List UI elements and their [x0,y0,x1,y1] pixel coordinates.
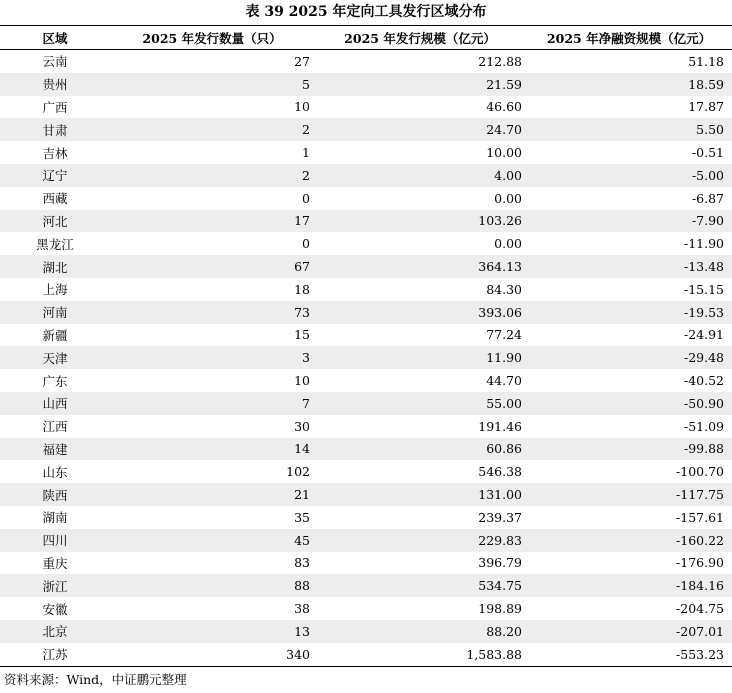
region-cell: 上海 [0,278,110,301]
issue-scale-cell: 46.60 [314,96,526,119]
region-cell: 湖北 [0,255,110,278]
issue-scale-cell: 131.00 [314,483,526,506]
region-cell: 江苏 [0,643,110,666]
table-row [0,552,732,575]
issue-count-cell: 3 [110,346,314,369]
region-cell: 福建 [0,438,110,461]
issue-scale-cell: 103.26 [314,210,526,233]
issue-count-cell: 83 [110,552,314,575]
issue-scale-cell: 212.88 [314,50,526,73]
net-financing-cell: -99.88 [526,438,732,461]
region-cell: 安徽 [0,597,110,620]
issue-scale-cell: 77.24 [314,324,526,347]
region-cell: 湖南 [0,506,110,529]
table-row [0,50,732,73]
net-financing-cell: -100.70 [526,460,732,483]
issue-count-cell: 17 [110,210,314,233]
issue-count-cell: 30 [110,415,314,438]
issue-scale-cell: 44.70 [314,369,526,392]
issue-scale-cell: 0.00 [314,232,526,255]
net-financing-cell: -176.90 [526,552,732,575]
net-financing-cell: -15.15 [526,278,732,301]
table-row [0,392,732,415]
issue-scale-cell: 229.83 [314,529,526,552]
table-row [0,255,732,278]
net-financing-cell: -160.22 [526,529,732,552]
table-row [0,346,732,369]
region-cell: 北京 [0,620,110,643]
table-row [0,574,732,597]
net-financing-cell: -40.52 [526,369,732,392]
region-cell: 陕西 [0,483,110,506]
table-row [0,141,732,164]
issue-count-cell: 340 [110,643,314,666]
net-financing-cell: -207.01 [526,620,732,643]
region-cell: 浙江 [0,574,110,597]
table-row [0,643,732,666]
table-row [0,460,732,483]
issue-count-cell: 18 [110,278,314,301]
issue-count-cell: 0 [110,187,314,210]
region-cell: 河南 [0,301,110,324]
issue-scale-cell: 0.00 [314,187,526,210]
region-cell: 四川 [0,529,110,552]
issue-count-cell: 1 [110,141,314,164]
issue-count-cell: 0 [110,232,314,255]
issue-count-cell: 27 [110,50,314,73]
header-net-financing: 2025 年净融资规模（亿元） [526,26,732,50]
issue-count-cell: 10 [110,96,314,119]
table-row [0,415,732,438]
region-cell: 天津 [0,346,110,369]
net-financing-cell: -184.16 [526,574,732,597]
issue-count-cell: 35 [110,506,314,529]
issue-count-cell: 2 [110,118,314,141]
region-cell: 山东 [0,460,110,483]
issue-count-cell: 14 [110,438,314,461]
issue-scale-cell: 546.38 [314,460,526,483]
region-cell: 广东 [0,369,110,392]
net-financing-cell: -6.87 [526,187,732,210]
issue-scale-cell: 1,583.88 [314,643,526,666]
net-financing-cell: -11.90 [526,232,732,255]
issue-count-cell: 102 [110,460,314,483]
region-cell: 河北 [0,210,110,233]
issue-scale-cell: 534.75 [314,574,526,597]
table-row [0,620,732,643]
region-cell: 吉林 [0,141,110,164]
issue-scale-cell: 364.13 [314,255,526,278]
issue-count-cell: 10 [110,369,314,392]
issue-scale-cell: 88.20 [314,620,526,643]
issue-count-cell: 2 [110,164,314,187]
table-row [0,73,732,96]
net-financing-cell: -204.75 [526,597,732,620]
table-row [0,96,732,119]
net-financing-cell: -7.90 [526,210,732,233]
issue-count-cell: 88 [110,574,314,597]
region-cell: 西藏 [0,187,110,210]
net-financing-cell: -117.75 [526,483,732,506]
table-row [0,438,732,461]
table-row [0,529,732,552]
table-row [0,164,732,187]
table-row [0,597,732,620]
table-body [0,50,732,667]
table-row [0,278,732,301]
net-financing-cell: -157.61 [526,506,732,529]
region-cell: 辽宁 [0,164,110,187]
header-issue-scale: 2025 年发行规模（亿元） [314,26,526,50]
issue-count-cell: 5 [110,73,314,96]
table-row [0,324,732,347]
issue-scale-cell: 55.00 [314,392,526,415]
region-cell: 山西 [0,392,110,415]
region-cell: 重庆 [0,552,110,575]
net-financing-cell: -19.53 [526,301,732,324]
header-issue-count: 2025 年发行数量（只） [110,26,314,50]
issue-count-cell: 13 [110,620,314,643]
net-financing-cell: 5.50 [526,118,732,141]
table-row [0,506,732,529]
issue-scale-cell: 24.70 [314,118,526,141]
net-financing-cell: -51.09 [526,415,732,438]
net-financing-cell: -29.48 [526,346,732,369]
issue-scale-cell: 191.46 [314,415,526,438]
region-cell: 广西 [0,96,110,119]
table-title: 表 39 2025 年定向工具发行区域分布 [245,4,487,20]
net-financing-cell: 17.87 [526,96,732,119]
issue-scale-cell: 11.90 [314,346,526,369]
region-cell: 云南 [0,50,110,73]
net-financing-cell: -13.48 [526,255,732,278]
region-cell: 甘肃 [0,118,110,141]
table-row [0,232,732,255]
region-cell: 黑龙江 [0,232,110,255]
table-row [0,483,732,506]
net-financing-cell: -50.90 [526,392,732,415]
net-financing-cell: -24.91 [526,324,732,347]
table-row [0,187,732,210]
issue-count-cell: 45 [110,529,314,552]
region-cell: 江西 [0,415,110,438]
issue-count-cell: 15 [110,324,314,347]
issue-scale-cell: 21.59 [314,73,526,96]
net-financing-cell: 51.18 [526,50,732,73]
table-row [0,210,732,233]
issue-scale-cell: 4.00 [314,164,526,187]
net-financing-cell: -553.23 [526,643,732,666]
table-row [0,118,732,141]
issue-count-cell: 7 [110,392,314,415]
issue-scale-cell: 10.00 [314,141,526,164]
net-financing-cell: -5.00 [526,164,732,187]
issue-scale-cell: 84.30 [314,278,526,301]
region-cell: 新疆 [0,324,110,347]
issue-scale-cell: 198.89 [314,597,526,620]
issue-scale-cell: 239.37 [314,506,526,529]
issue-count-cell: 21 [110,483,314,506]
table-row [0,301,732,324]
issue-count-cell: 38 [110,597,314,620]
net-financing-cell: -0.51 [526,141,732,164]
issue-scale-cell: 396.79 [314,552,526,575]
issue-count-cell: 67 [110,255,314,278]
issue-scale-cell: 60.86 [314,438,526,461]
table-row [0,369,732,392]
table-header-row [0,26,732,50]
net-financing-cell: 18.59 [526,73,732,96]
region-cell: 贵州 [0,73,110,96]
region-distribution-table [0,25,732,667]
header-region: 区域 [0,26,110,50]
issue-count-cell: 73 [110,301,314,324]
issue-scale-cell: 393.06 [314,301,526,324]
source-note: 资料来源：Wind，中证鹏元整理 [4,672,187,687]
